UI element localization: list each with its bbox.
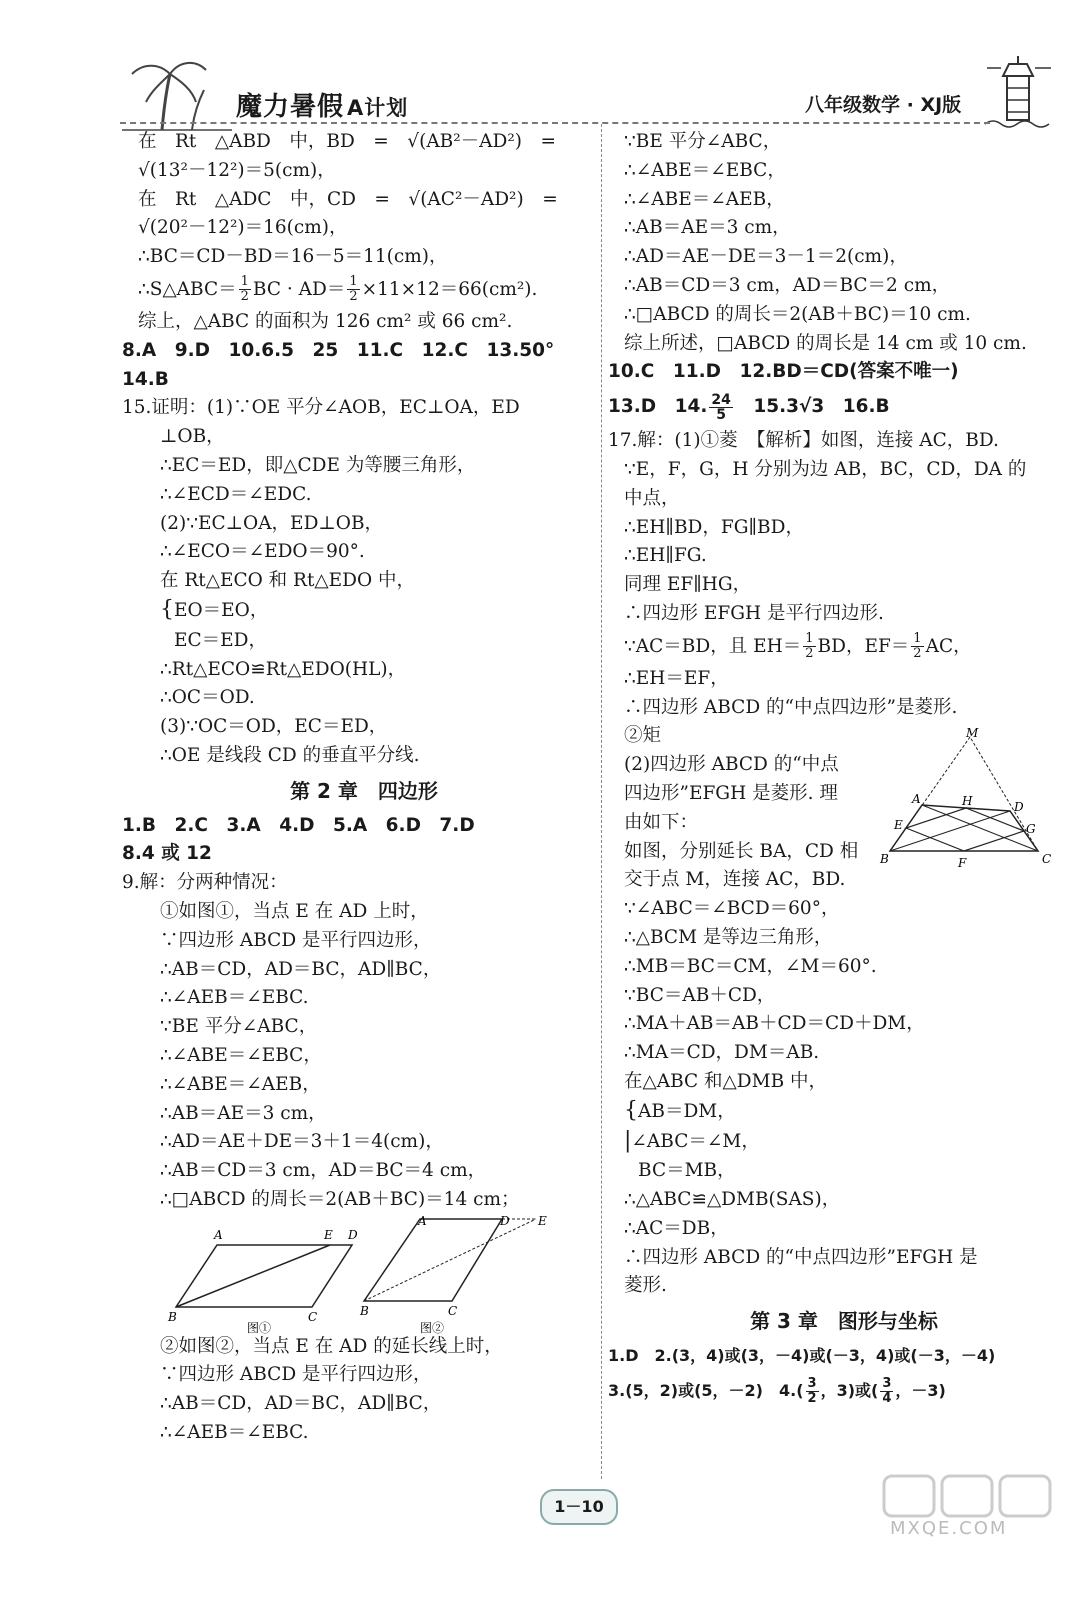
answer-line: 8.A 9.D 10.6.5 25 11.C 12.C 13.50° xyxy=(122,339,555,361)
text-line: (2)四边形 ABCD 的“中点 xyxy=(624,754,839,776)
watermark-text: MXQE.COM xyxy=(890,1518,1008,1539)
text-line: ∴AB＝CD＝3 cm，AD＝BC＝2 cm， xyxy=(624,274,951,296)
answer-line: 1.B 2.C 3.A 4.D 5.A 6.D 7.D xyxy=(122,814,475,836)
svg-text:E: E xyxy=(538,1213,547,1228)
svg-text:D: D xyxy=(348,1227,358,1242)
svg-text:F: F xyxy=(958,856,967,871)
svg-text:A: A xyxy=(912,792,921,807)
brace-line: |∠ABC＝∠M， xyxy=(624,1127,760,1153)
text-line: √(13²－12²)＝5(cm)， xyxy=(138,159,336,181)
text-line: 在 Rt △ADC 中，CD = √(AC²－AD²) = xyxy=(138,188,558,210)
text-line: 在 Rt△ECO 和 Rt△EDO 中， xyxy=(160,570,416,592)
text-line: 在△ABC 和△DMB 中， xyxy=(624,1070,828,1092)
text-line: ∵四边形 ABCD 是平行四边形， xyxy=(160,929,432,951)
watermark-logo xyxy=(880,1470,1060,1520)
svg-text:B: B xyxy=(360,1303,369,1318)
text-line: ∵E，F，G，H 分别为边 AB，BC，CD，DA 的 xyxy=(624,458,1027,480)
svg-text:B: B xyxy=(168,1309,177,1324)
parallelogram-figures xyxy=(138,1215,590,1333)
text-line: ∴△ABC≌△DMB(SAS)， xyxy=(624,1189,841,1211)
text-line: ∵BE 平分∠ABC， xyxy=(160,1016,318,1038)
lighthouse-icon xyxy=(985,48,1055,128)
svg-text:D: D xyxy=(1014,800,1024,815)
right-column xyxy=(608,128,1064,1411)
palm-tree-icon xyxy=(122,52,232,132)
page-header xyxy=(0,0,1076,130)
text-line: ∵∠ABC＝∠BCD＝60°， xyxy=(624,898,840,920)
text-line: ∴∠ECD＝∠EDC. xyxy=(160,483,312,505)
brace-line: {AB＝DM， xyxy=(624,1097,736,1123)
header-rule xyxy=(120,122,990,124)
fraction: $\frac{3}{2}$ xyxy=(807,1375,817,1406)
text-line: ①如图①，当点 E 在 AD 上时， xyxy=(160,900,429,922)
text-line: ∴MA＝CD，DM＝AB. xyxy=(624,1042,820,1064)
text-line: ∴AB＝CD，AD＝BC，AD∥BC， xyxy=(160,1393,442,1415)
page-number: 1－10 xyxy=(540,1489,618,1525)
text-line: ∴AB＝CD＝3 cm，AD＝BC＝4 cm， xyxy=(160,1160,487,1182)
text-line: ∴四边形 EFGH 是平行四边形. xyxy=(624,602,884,624)
text-line: ⊥OB， xyxy=(160,426,225,448)
left-column xyxy=(122,128,590,1448)
svg-text:图②: 图② xyxy=(420,1320,445,1335)
area-formula: ∴S△ABC＝ $\frac{1}{2}$ BC · AD＝ $\frac{1}{2}$ ×11×12＝66(cm²). xyxy=(138,274,538,305)
svg-text:图①: 图① xyxy=(247,1320,272,1335)
text-line: ②矩 xyxy=(624,725,662,747)
text-line: ∴AB＝AE＝3 cm， xyxy=(160,1102,327,1124)
svg-text:E: E xyxy=(894,818,903,833)
answer-line: 13.D 14. $\frac{24}{5}$ 15.3√3 16.B xyxy=(608,391,890,423)
text-line: ∵四边形 ABCD 是平行四边形， xyxy=(160,1364,432,1386)
svg-text:A: A xyxy=(214,1227,223,1242)
text-line: 如图，分别延长 BA，CD 相 xyxy=(624,840,859,862)
triangle-figure xyxy=(880,726,1060,879)
text-line: ∴AB＝CD，AD＝BC，AD∥BC， xyxy=(160,958,442,980)
text-line: ∴∠AEB＝∠EBC. xyxy=(160,1422,309,1444)
text-line: ∴EH∥BD，FG∥BD， xyxy=(624,516,804,538)
text-line: ∵BC＝AB＋CD， xyxy=(624,984,776,1006)
text-line: 由如下： xyxy=(624,811,699,833)
midpoint-formula: ∵AC＝BD，且 EH＝ $\frac{1}{2}$ BD，EF＝ $\frac{1}{2}$ AC， xyxy=(624,631,972,662)
answer-line: 3.(5，2)或(5，－2) 4.( $\frac{3}{2}$ ，3)或( $\frac{3}{4}$ ，－3) xyxy=(608,1375,946,1406)
text-line: ∴EH∥FG. xyxy=(624,545,707,567)
answer-line: 8.4 或 12 xyxy=(122,843,212,865)
svg-text:E: E xyxy=(324,1227,333,1242)
text-line: ∴四边形 ABCD 的“中点四边形”是菱形. xyxy=(624,696,958,718)
fraction: $\frac{24}{5}$ xyxy=(711,391,731,423)
text-line: 9.解：分两种情况： xyxy=(122,872,288,894)
text-line: ∴MA＋AB＝AB＋CD＝CD＋DM， xyxy=(624,1013,925,1035)
text-line: ∴∠ABE＝∠EBC， xyxy=(160,1044,322,1066)
text-line: ∴AC＝DB， xyxy=(624,1217,729,1239)
text-line: ∴Rt△ECO≌Rt△EDO(HL)， xyxy=(160,658,407,680)
text-line: 菱形. xyxy=(624,1275,667,1297)
text-line: ∴AD＝AE－DE＝3－1＝2(cm)， xyxy=(624,246,908,268)
brace-line: BC＝MB， xyxy=(638,1160,736,1182)
text-line: ②如图②，当点 E 在 AD 的延长线上时， xyxy=(160,1335,503,1357)
svg-text:C: C xyxy=(1042,852,1052,867)
text-line: 中点， xyxy=(624,487,680,509)
figure-1 xyxy=(162,1215,358,1335)
text-line: 四边形”EFGH 是菱形. 理 xyxy=(624,782,838,804)
text-line: (2)∵EC⊥OA，ED⊥OB， xyxy=(160,512,384,534)
text-line: ∴OE 是线段 CD 的垂直平分线. xyxy=(160,744,420,766)
answer-line: 14.B xyxy=(122,368,169,390)
fraction: $\frac{1}{2}$ xyxy=(349,274,358,305)
svg-text:G: G xyxy=(1026,822,1036,837)
answer-line: 10.C 11.D 12.BD＝CD(答案不唯一) xyxy=(608,361,959,383)
svg-text:A: A xyxy=(418,1213,427,1228)
text-line: 同理 EF∥HG， xyxy=(624,574,752,596)
text-line: ∴EH＝EF， xyxy=(624,667,729,689)
text-line: ∴∠ABE＝∠AEB， xyxy=(160,1073,321,1095)
text-line: 综上，△ABC 的面积为 126 cm² 或 66 cm². xyxy=(138,310,513,332)
text-line: ∴∠ECO＝∠EDO＝90°. xyxy=(160,541,365,563)
figure-2 xyxy=(360,1215,560,1333)
brace-line: EC＝ED， xyxy=(174,629,267,651)
svg-text:C: C xyxy=(448,1303,458,1318)
brand-title: 魔力暑假 A计划 xyxy=(236,92,409,122)
svg-text:B: B xyxy=(880,852,889,867)
text-line: ∴MB＝BC＝CM，∠M＝60°. xyxy=(624,955,877,977)
answer-line: 1.D 2.(3，4)或(3，－4)或(－3，4)或(－3，－4) xyxy=(608,1346,996,1366)
text-line: 在 Rt △ABD 中，BD = √(AB²－AD²) = xyxy=(138,131,557,152)
text-line: ∴□ABCD 的周长＝2(AB＋BC)＝10 cm. xyxy=(624,303,971,325)
text-line: ∴AD＝AE＋DE＝3＋1＝4(cm)， xyxy=(160,1131,444,1153)
column-divider xyxy=(601,124,602,1479)
edition-label: 八年级数学 · XJ版 xyxy=(805,94,962,116)
text-line: ∴∠ABE＝∠EBC， xyxy=(624,159,786,181)
svg-text:H: H xyxy=(962,794,973,809)
svg-text:M: M xyxy=(966,726,979,741)
fraction: $\frac{1}{2}$ xyxy=(240,274,249,305)
brace-line: {EO＝EO， xyxy=(160,596,269,622)
svg-text:C: C xyxy=(308,1309,318,1324)
text-line: ∴四边形 ABCD 的“中点四边形”EFGH 是 xyxy=(624,1246,978,1268)
fraction: $\frac{1}{2}$ xyxy=(805,631,814,662)
text-line: ∴□ABCD 的周长＝2(AB＋BC)＝14 cm； xyxy=(160,1188,520,1210)
fraction: $\frac{1}{2}$ xyxy=(913,631,922,662)
text-line: 17.解：(1)①菱 【解析】如图，连接 AC，BD. xyxy=(608,430,999,452)
text-line: ∵BE 平分∠ABC， xyxy=(624,131,782,152)
text-line: ∴OC＝OD. xyxy=(160,687,255,709)
chapter-heading: 第 3 章 图形与坐标 xyxy=(750,1309,938,1334)
text-line: 交于点 M，连接 AC，BD. xyxy=(624,869,846,891)
text-line: 综上所述，□ABCD 的周长是 14 cm 或 10 cm. xyxy=(624,332,1027,354)
text-line: ∴∠AEB＝∠EBC. xyxy=(160,987,309,1009)
text-line: √(20²－12²)＝16(cm)， xyxy=(138,217,348,239)
text-line: (3)∵OC＝OD，EC＝ED， xyxy=(160,716,388,738)
chapter-heading: 第 2 章 四边形 xyxy=(290,778,438,803)
text-line: ∴BC＝CD－BD＝16－5＝11(cm)， xyxy=(138,246,448,268)
fraction: $\frac{3}{4}$ xyxy=(882,1375,892,1406)
text-line: 15.证明：(1)∵OE 平分∠AOB，EC⊥OA，ED xyxy=(122,397,520,419)
text-line: ∴∠ABE＝∠AEB， xyxy=(624,188,785,210)
text-line: ∴AB＝AE＝3 cm， xyxy=(624,217,791,239)
text-line: ∴△BCM 是等边三角形， xyxy=(624,926,833,948)
svg-text:D: D xyxy=(500,1213,510,1228)
text-line: ∴EC＝ED，即△CDE 为等腰三角形， xyxy=(160,454,476,476)
